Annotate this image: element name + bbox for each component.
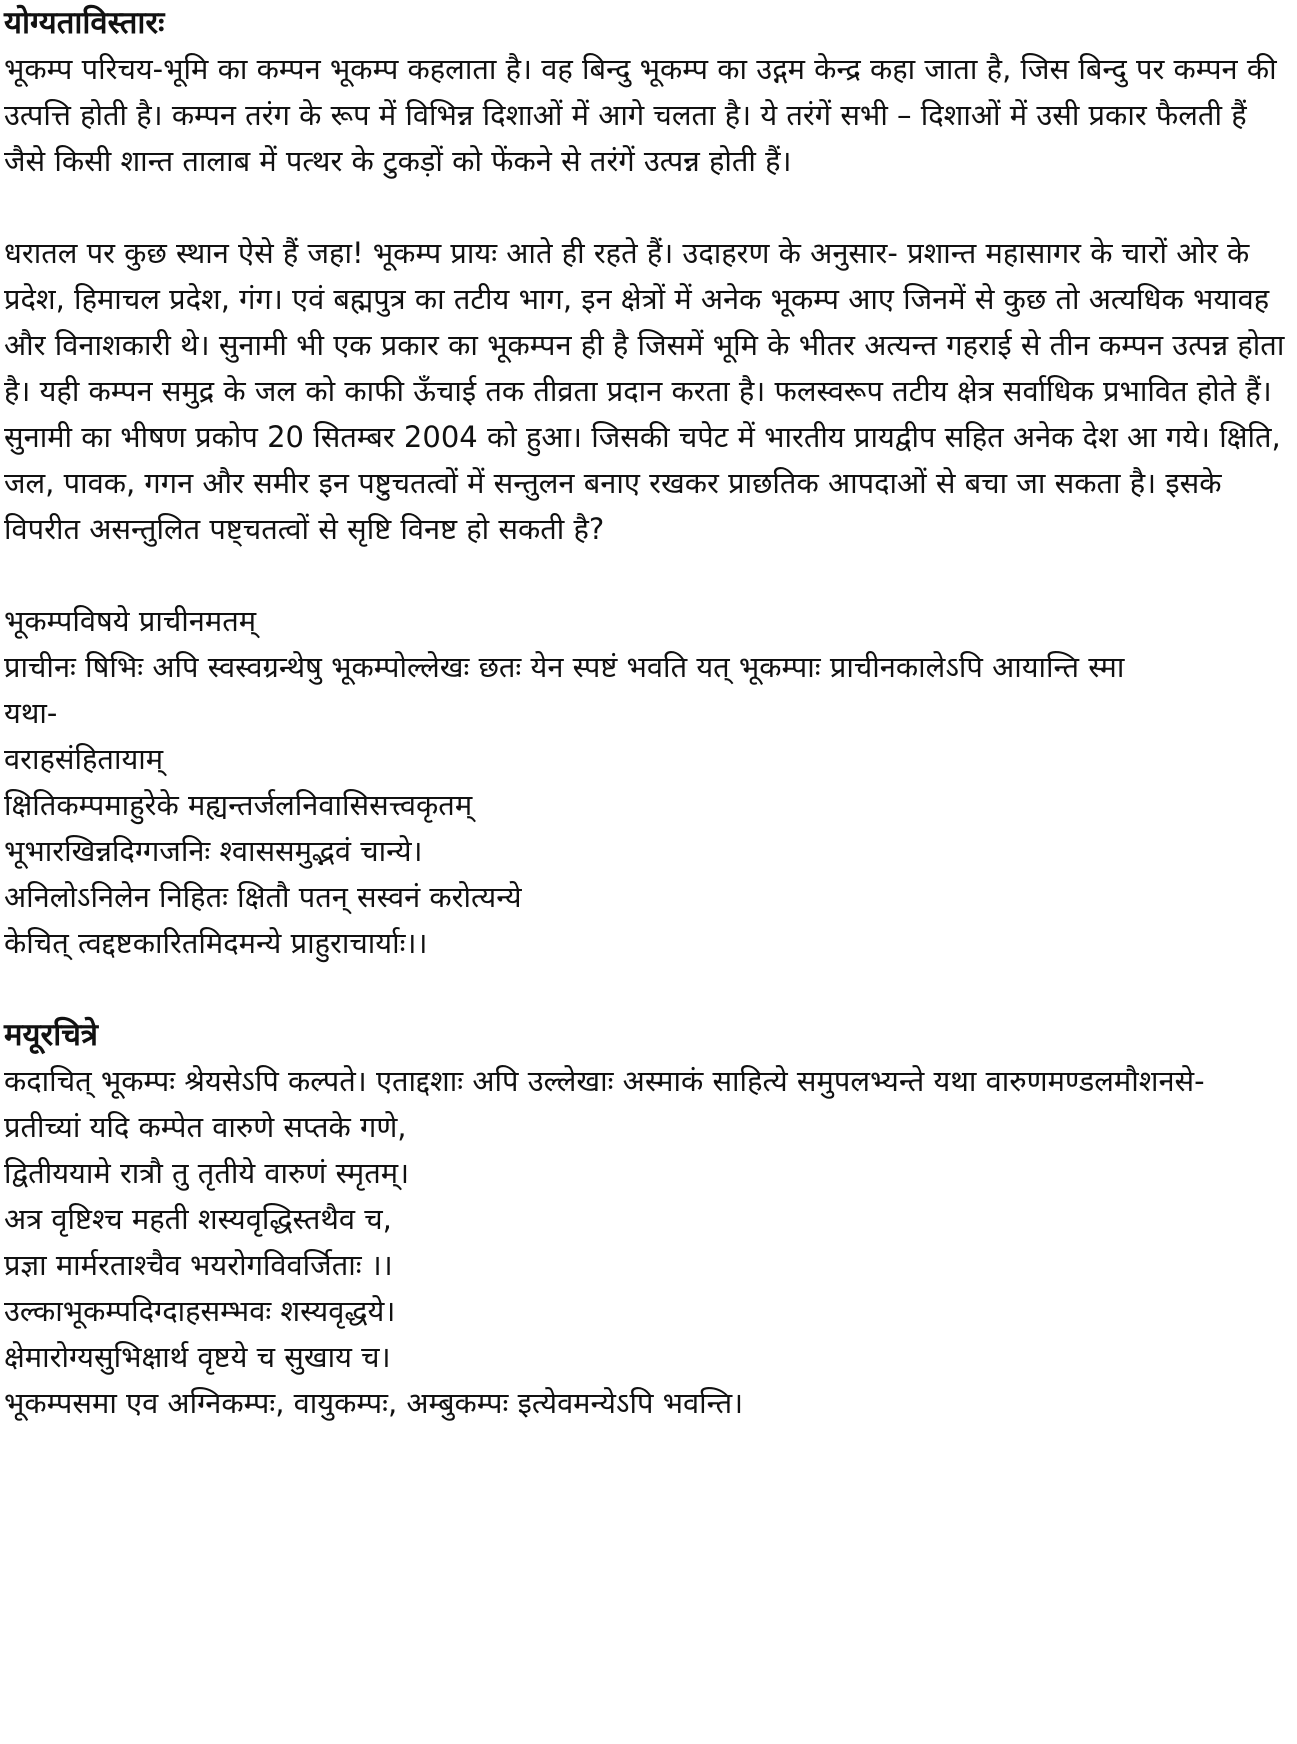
- paragraph-prachin: प्राचीनः षिभिः अपि स्वस्वग्रन्थेषु भूकम्पोल्लेखः छतः येन स्पष्टं भवति यत् भूकम्पाः प्राचीनकालेऽपि आयान्ति स्मा: [4, 650, 1125, 684]
- spacer: [4, 552, 1289, 598]
- yatha-label: यथा-: [4, 696, 58, 730]
- verse-line: भूभारखिन्नदिग्गजनिः श्वाससमुद्भवं चान्ये।: [4, 834, 423, 868]
- paragraph-kadachit: कदाचित् भूकम्पः श्रेयसेऽपि कल्पते। एताद्दशाः अपि उल्लेखाः अस्माकं साहित्ये समुपलभ्यन्ते यथा वारुणमण्डलमौशनसे-: [4, 1064, 1205, 1098]
- source-varahasamhita: वराहसंहितायाम्: [4, 742, 164, 776]
- verse-line: केचित् त्वद्दष्टकारितमिदमन्ये प्राहुराचार्याः।।: [4, 926, 428, 960]
- verse-line: प्रज्ञा मार्मरताश्चैव भयरोगविवर्जिताः ।।: [4, 1248, 393, 1282]
- spacer: [4, 184, 1289, 230]
- paragraph-dharatal: धरातल पर कुछ स्थान ऐसे हैं जहा! भूकम्प प्रायः आते ही रहते हैं। उदाहरण के अनुसार- प्रशान्त महासागर के चारों ओर के प्रदेश, हिमाचल प्रदेश, गंग। एवं बह्मपुत्र का तटीय भाग, इन क्षेत्रों में अनेक भूकम्प आए जिनमें से कुछ तो अत्यधिक भयावह और विनाशकारी थे। सुनामी भी एक प्रकार का भूकम्पन ही है जिसमें भूमि के भीतर अत्यन्त गहराई से तीन कम्पन उत्पन्न होता है। यही कम्पन समुद्र के जल को काफी ऊँचाई तक तीव्रता प्रदान करता है। फलस्वरूप तटीय क्षेत्र सर्वाधिक प्रभावित होते हैं। सुनामी का भीषण प्रकोप 20 सितम्बर 2004 को हुआ। जिसकी चपेट में भारतीय प्रायद्वीप सहित अनेक देश आ गये। क्षिति, जल, पावक, गगन और समीर इन पष्टुचतत्वों में सन्तुलन बनाए रखकर प्राछतिक आपदाओं से बचा जा सकता है। इसके विपरीत असन्तुलित पष्ट्चतत्वों से सृष्टि विनष्ट हो सकती है?: [4, 236, 1285, 546]
- verse-line: क्षितिकम्पमाहुरेके मह्यन्तर्जलनिवासिसत्त्वकृतम्: [4, 788, 473, 822]
- paragraph-bhukamp-parichay: भूकम्प परिचय-भूमि का कम्पन भूकम्प कहलाता है। वह बिन्दु भूकम्प का उद्गम केन्द्र कहा जाता है, जिस बिन्दु पर कम्पन की उत्पत्ति होती है। कम्पन तरंग के रूप में विभिन्न दिशाओं में आगे चलता है। ये तरंगें सभी – दिशाओं में उसी प्रकार फैलती हैं जैसे किसी शान्त तालाब में पत्थर के टुकड़ों को फेंकने से तरंगें उत्पन्न होती हैं।: [4, 52, 1277, 178]
- heading-mayurachitre: मयूरचित्रे: [4, 1017, 99, 1053]
- spacer: [4, 966, 1289, 1012]
- heading-yogyata-vistar: योग्यताविस्तारः: [4, 5, 165, 41]
- verse-line: द्वितीययामे रात्रौ तु तृतीये वारुणं स्मृतम्।: [4, 1156, 410, 1190]
- verse-line: अनिलोऽनिलेन निहितः क्षितौ पतन् सस्वनं करोत्यन्ये: [4, 880, 522, 914]
- verse-line: भूकम्पसमा एव अग्निकम्पः, वायुकम्पः, अम्बुकम्पः इत्येवमन्येऽपि भवन्ति।: [4, 1386, 744, 1420]
- verse-line: क्षेमारोग्यसुभिक्षार्थ वृष्टये च सुखाय च।: [4, 1340, 391, 1374]
- section-title-prachin-matam: भूकम्पविषये प्राचीनमतम्: [4, 604, 257, 638]
- verse-line: उल्काभूकम्पदिग्दाहसम्भवः शस्यवृद्धये।: [4, 1294, 396, 1328]
- verse-line: प्रतीच्यां यदि कम्पेत वारुणे सप्तके गणे,: [4, 1110, 407, 1144]
- verse-line: अत्र वृष्टिश्च महती शस्यवृद्धिस्तथैव च,: [4, 1202, 392, 1236]
